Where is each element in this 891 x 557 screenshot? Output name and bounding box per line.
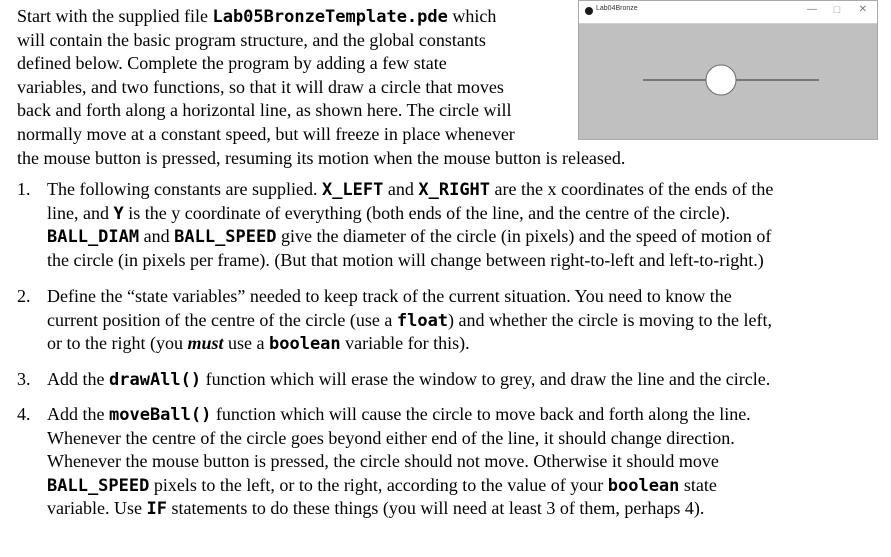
code-y: Y — [113, 203, 124, 224]
intro-line: normally move at a constant speed, but will freeze in place whenever — [17, 123, 515, 144]
code-boolean: boolean — [269, 334, 341, 355]
list-item: 3. Add the drawAll() function which will erase the window to grey, and draw the line and the circle. — [17, 369, 771, 390]
list-item: 1. The following constants are supplied. X_LEFT and X_RIGHT are the x coordinates of the ends of the line, and Y is the y coordinate of everything (both ends of the line, and the centre of the circle). BALL_DIAM and BALL_SPEED give the diameter of the circle (in pixels) and the speed of motion of the circle (in pixels per frame). (But that motion will change between right-to-left and left-to-right.) — [17, 179, 774, 270]
intro-line: the mouse button is pressed, resuming its motion when the mouse button is released. — [17, 147, 626, 168]
intro-line: Start with the supplied file Lab05BronzeTemplate.pde which — [17, 6, 497, 27]
code-ball-speed: BALL_SPEED — [174, 227, 277, 248]
code-moveball: moveBall() — [109, 405, 212, 425]
emphasis-must: must — [187, 333, 224, 354]
intro-line: will contain the basic program structure, and the global constants — [17, 29, 486, 50]
code-boolean: boolean — [607, 475, 680, 496]
maximize-icon[interactable]: ☐ — [832, 5, 841, 15]
code-float: float — [396, 310, 449, 331]
code-x-right: X_RIGHT — [418, 180, 491, 200]
list-item: 4. Add the moveBall() function which will cause the circle to move back and forth along the line. Whenever the centre of the circle goes beyond either end of the line, it should change direction. Whenever the mouse button is pressed, the circle should not move. Otherwise it should move BALL_SPEED pixels to the left, or to the right, according to the value of your boolean state variable. Use IF statements to do these things (you will need at least 3 of them, perhaps 4). — [17, 404, 751, 520]
item-number: 3. — [17, 369, 31, 389]
intro-paragraph — [17, 5, 877, 170]
item-number: 4. — [17, 404, 31, 424]
item-number: 2. — [17, 286, 31, 306]
list-item: 2. Define the “state variables” needed to keep track of the current situation. You need to know the current position of the centre of the circle (use a float) and whether the circle is moving to the left, or to the right (you must use a boolean variable for this). — [17, 286, 772, 355]
item-number: 1. — [17, 179, 31, 199]
intro-line: back and forth along a horizontal line, as shown here. The circle will — [17, 100, 512, 121]
window-title: Lab04Bronze — [596, 5, 638, 12]
code-ball-diam: BALL_DIAM — [47, 227, 140, 248]
close-icon[interactable]: ✕ — [858, 4, 867, 15]
template-filename: Lab05BronzeTemplate.pde — [212, 7, 448, 27]
intro-line: variables, and two functions, so that it will draw a circle that moves — [17, 76, 504, 97]
code-if: IF — [146, 499, 167, 520]
code-drawall: drawAll() — [109, 370, 202, 390]
minimize-icon[interactable]: — — [807, 4, 817, 15]
code-ball-speed: BALL_SPEED — [47, 475, 150, 496]
code-x-left: X_LEFT — [321, 180, 384, 200]
intro-line: defined below. Complete the program by adding a few state — [17, 53, 447, 74]
